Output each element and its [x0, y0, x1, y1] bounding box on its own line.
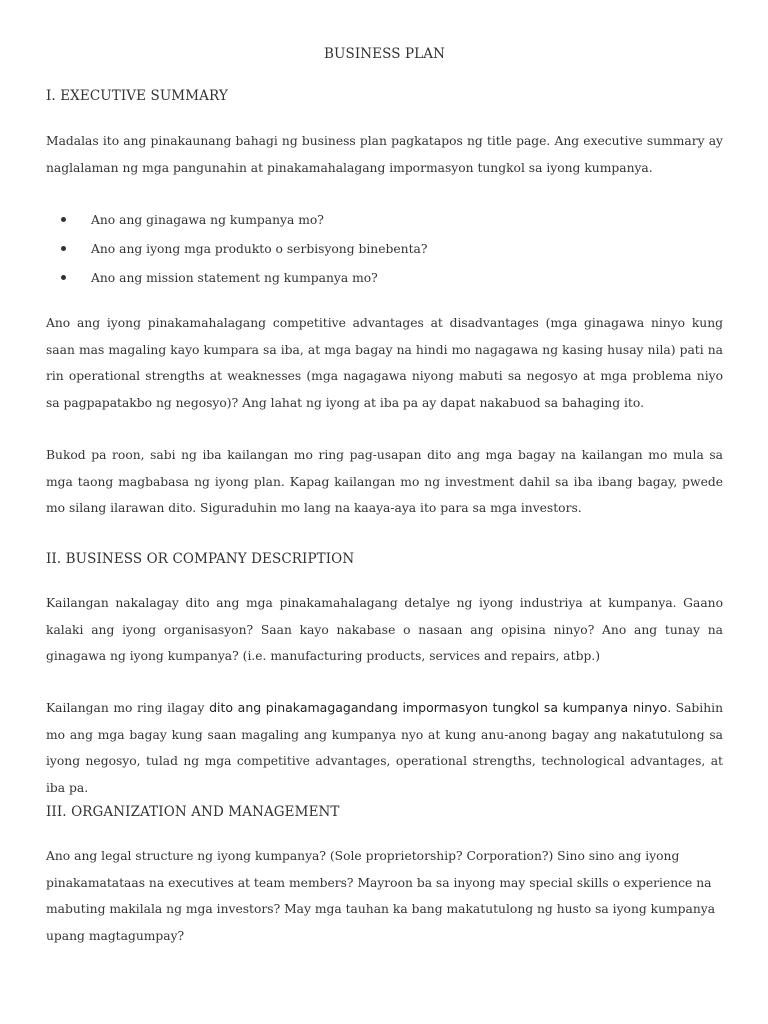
organization-management-paragraph: Ano ang legal structure ng iyong kumpanya? (Sole proprietorship? Corporation?) Sino sino ang iyong pinakamatataas na executives at team members? Mayroon ba sa inyong may special skills o experience na mabuting makilala ng mga investors? May mga tauhan ka bang makatutulong ng husto sa iyong kumpanya upang magtagumpay? [46, 849, 716, 943]
section-heading-business-description: II. BUSINESS OR COMPANY DESCRIPTION [46, 551, 355, 567]
executive-summary-paragraph-investors: Bukod pa roon, sabi ng iba kailangan mo ring pag-usapan dito ang mga bagay na kailangan mo mula sa mga taong magbabasa ng iyong plan. Kapag kailangan mo ng investment dahil sa iba ibang bagay, pwede mo silang ilarawan dito. Siguraduhin mo lang na kaaya-aya ito para sa mga investors. [46, 448, 723, 515]
executive-summary-paragraph-advantages: Ano ang iyong pinakamahalagang competitive advantages at disadvantages (mga ginagawa ninyo kung saan mas magaling kayo kumpara sa iba, at mga bagay na hindi mo nagagawa ng kasing husay nila) pati na rin operational strengths at weaknesses (mga nagagawa niyong mabuti sa negosyo at mga problema niyo sa pagpapatakbo ng negosyo)? Ang lahat ng iyong at iba pa ay dapat nakabuod sa bahaging ito. [46, 316, 723, 410]
bullet-text: Ano ang ginagawa ng kumpanya mo? [91, 213, 324, 227]
section-heading-executive-summary: I. EXECUTIVE SUMMARY [46, 88, 228, 104]
paragraph-text: Kailangan nakalagay dito ang mga pinakamahalagang detalye ng iyong industriya at kumpanya. Gaano kalaki ang iyong organisasyon? Saan kayo nakabase o nasaan ang opisina ninyo? Ano ang tunay na ginagawa ng iyong kumpanya? (i.e. manufacturing products, services and repairs, atbp.) [46, 596, 723, 663]
business-description-paragraph-details [46, 590, 723, 670]
business-description-paragraph-strengths [46, 695, 723, 801]
bullet-icon [61, 275, 66, 280]
document-page [46, 0, 723, 1024]
paragraph-text-start: Kailangan mo ring ilagay [46, 701, 210, 715]
bullet-icon [61, 217, 66, 222]
bullet-text: Ano ang iyong mga produkto o serbisyong binebenta? [91, 242, 428, 256]
executive-summary-bullet-list [46, 213, 723, 300]
section-heading-organization-management: III. ORGANIZATION AND MANAGEMENT [46, 804, 340, 820]
list-item [46, 213, 723, 242]
paragraph-text-emphasis: dito ang pinakamagagandang impormasyon tungkol sa kumpanya ninyo [209, 700, 668, 715]
bullet-text: Ano ang mission statement ng kumpanya mo? [91, 271, 378, 285]
list-item [46, 242, 723, 271]
list-item [46, 271, 723, 300]
document-title: BUSINESS PLAN [323, 46, 445, 62]
bullet-icon [61, 246, 66, 251]
paragraph-text-end: . Sabihin mo ang mga bagay kung saan magaling ang kumpanya nyo at kung anu-anong bagay ang nakatutulong sa iyong negosyo, tulad ng mga competitive advantages, operational strengths, technological advantages, at iba pa. [46, 701, 724, 795]
executive-summary-intro: Madalas ito ang pinakaunang bahagi ng business plan pagkatapos ng title page. Ang executive summary ay naglalaman ng mga pangunahin at pinakamahalagang impormasyon tungkol sa iyong kumpanya. [46, 134, 723, 175]
